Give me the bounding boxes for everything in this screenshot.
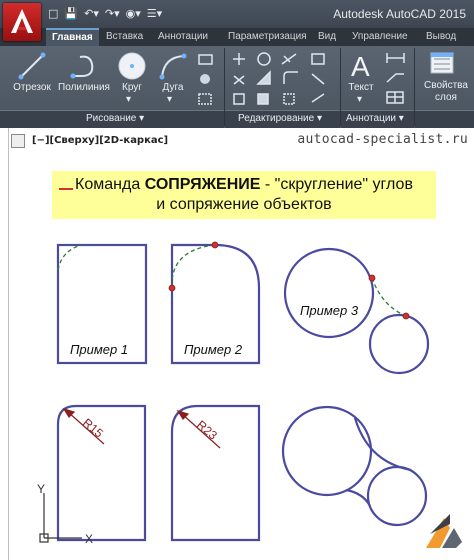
pick-point <box>369 275 375 281</box>
quick-access-toolbar <box>48 5 162 23</box>
modify-tools-grid[interactable] <box>230 50 340 108</box>
arc-dropdown-icon[interactable]: ▾ <box>167 94 173 105</box>
example3-fillet-preview <box>372 278 406 316</box>
pick-point <box>212 242 218 248</box>
draw-panel-title[interactable]: Рисование ▾ <box>86 113 145 124</box>
tab-parametric[interactable]: Параметризация <box>228 31 307 42</box>
circle-dropdown-icon[interactable]: ▾ <box>126 94 132 105</box>
annotation-panel-title[interactable]: Аннотации ▾ <box>346 113 404 124</box>
layer-properties-label-2[interactable]: слоя <box>435 92 457 103</box>
example1-label: Пример 1 <box>70 342 129 357</box>
tab-home[interactable]: Главная <box>46 28 99 46</box>
r15-label: R15 <box>80 415 106 441</box>
r23-label: R23 <box>194 417 220 443</box>
layer-properties-label-1[interactable]: Свойства <box>424 80 468 91</box>
annotation-extra-tools[interactable] <box>384 50 410 108</box>
ribbon-tab-bar <box>0 28 474 47</box>
example1-fillet-preview <box>58 245 82 270</box>
fillet-arc-bottom <box>346 490 370 506</box>
plot-icon[interactable]: ◉▾ <box>125 7 141 20</box>
text-dropdown-icon[interactable]: ▾ <box>357 94 363 105</box>
site-logo-icon <box>420 510 468 554</box>
banner-line-2: и сопряжение объектов <box>156 196 332 213</box>
polyline-tool-label[interactable]: Полилиния <box>58 82 110 93</box>
pick-point <box>403 313 409 319</box>
line-tool-label[interactable]: Отрезок <box>13 82 51 93</box>
example3-large-circle <box>285 249 373 337</box>
tab-view[interactable]: Вид <box>318 31 337 42</box>
redo-icon[interactable]: ↷▾ <box>104 7 120 20</box>
banner-line-1: Команда СОПРЯЖЕНИЕ - "скругление" углов <box>75 176 413 193</box>
layers-panel-bar[interactable] <box>415 110 474 129</box>
ucs-icon <box>40 493 82 542</box>
arc-tool-label[interactable]: Дуга <box>162 82 184 93</box>
example3-small-circle <box>370 315 428 373</box>
svg-text:A: A <box>351 51 370 80</box>
arc-tool-icon[interactable] <box>158 52 188 80</box>
window-title: Autodesk AutoCAD 2015 <box>333 7 466 21</box>
example2-fillet-preview <box>172 245 215 288</box>
modify-panel-title[interactable]: Редактирование ▾ <box>238 113 322 124</box>
text-tool-label[interactable]: Текст <box>348 82 374 93</box>
example2-label: Пример 2 <box>184 342 243 357</box>
application-menu-button[interactable] <box>3 3 41 41</box>
circle-tool-icon[interactable] <box>116 50 148 82</box>
r23-filleted-rectangle <box>172 406 259 540</box>
title-bar <box>0 0 474 28</box>
draw-extra-tools[interactable] <box>196 52 216 108</box>
example3-label: Пример 3 <box>300 303 359 318</box>
polyline-tool-icon[interactable] <box>70 52 100 80</box>
tab-annotate[interactable]: Аннотации <box>158 31 208 42</box>
pick-point <box>169 285 175 291</box>
line-tool-icon[interactable] <box>18 52 46 80</box>
ucs-y-label: Y <box>37 482 46 496</box>
layer-properties-icon[interactable] <box>428 50 458 78</box>
circle-tool-label[interactable]: Круг <box>122 82 142 93</box>
site-watermark: autocad-specialist.ru <box>297 132 468 147</box>
save-icon[interactable]: 💾 <box>64 7 79 20</box>
fillet-small-circle <box>368 467 426 525</box>
ribbon <box>0 46 474 128</box>
new-icon[interactable]: □ <box>48 7 59 20</box>
tab-manage[interactable]: Управление <box>352 31 408 42</box>
fillet-large-circle <box>283 407 371 495</box>
workspace-icon[interactable]: ☰▾ <box>146 7 163 20</box>
text-tool-icon[interactable] <box>348 50 374 80</box>
tab-insert[interactable]: Вставка <box>106 31 144 42</box>
ucs-x-label: X <box>85 532 94 546</box>
tab-output[interactable]: Вывод <box>426 31 457 42</box>
viewport-label[interactable]: [−][Сверху][2D-каркас] <box>32 135 169 146</box>
autocad-logo-icon <box>10 8 34 34</box>
undo-icon[interactable]: ↶▾ <box>84 7 99 20</box>
drawing-canvas <box>0 128 474 560</box>
